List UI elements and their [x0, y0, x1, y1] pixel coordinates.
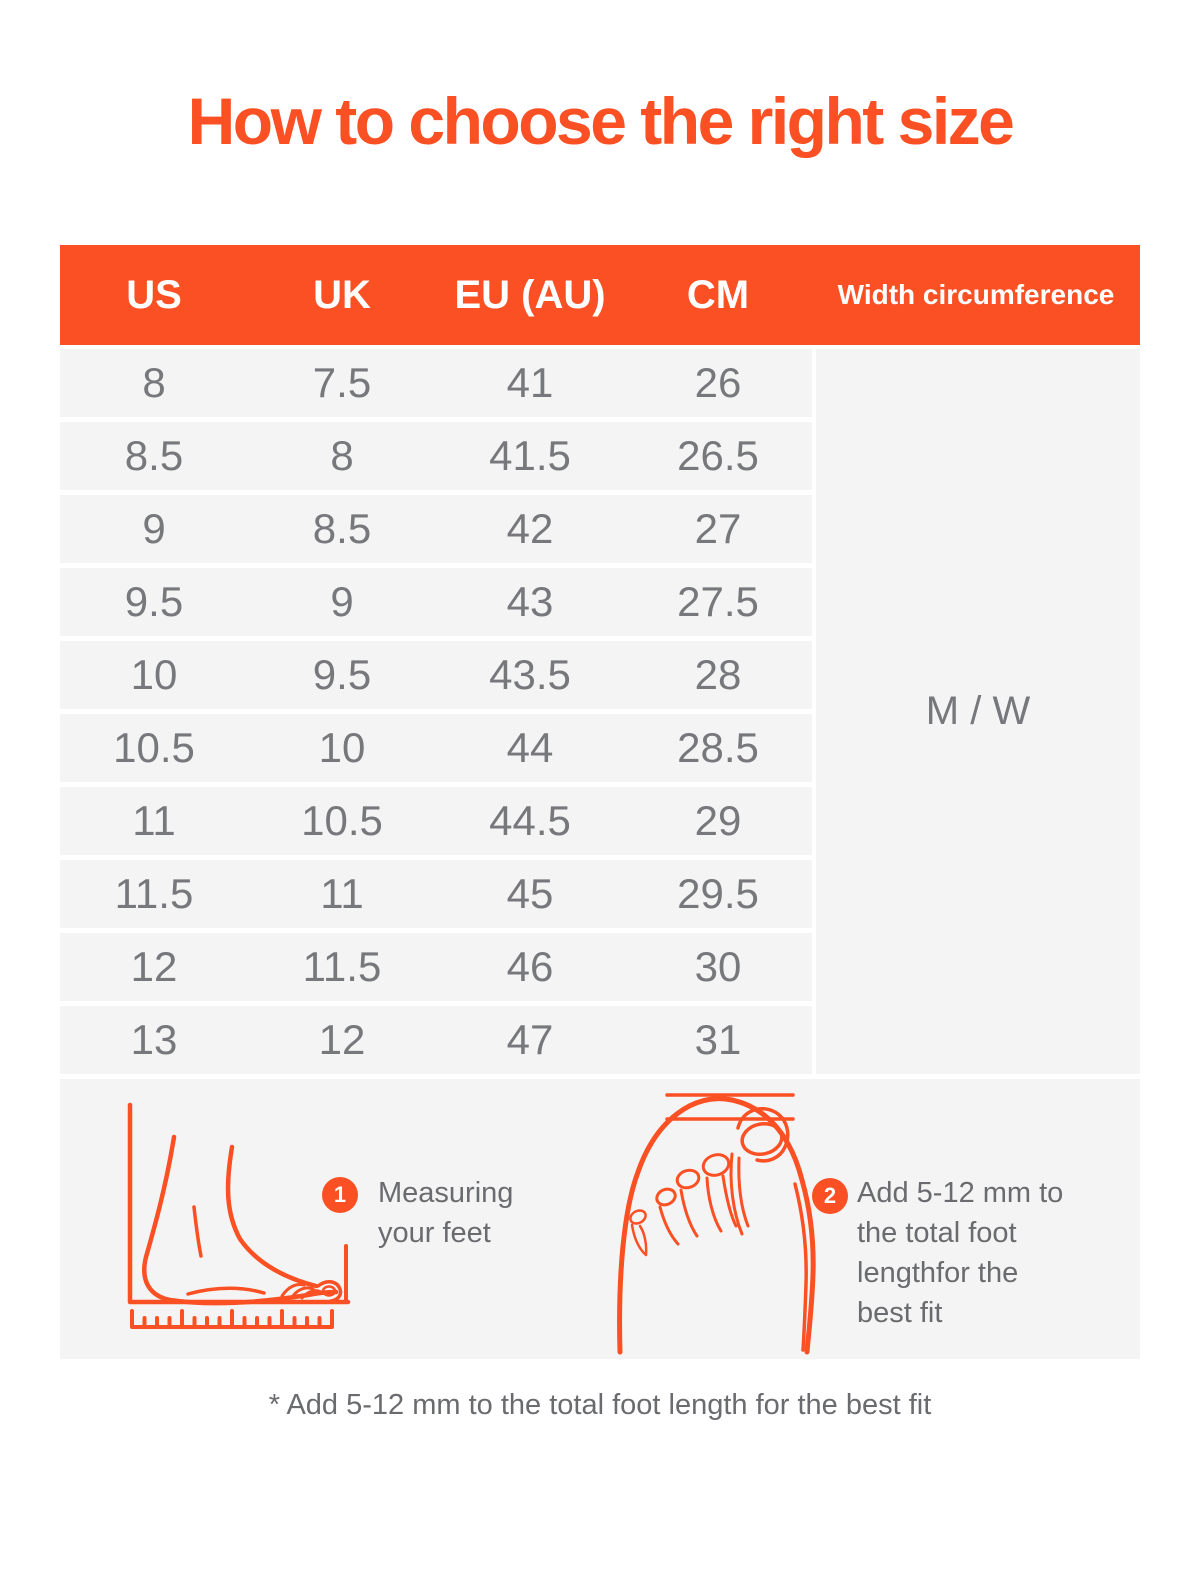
cell-us: 12	[130, 943, 178, 990]
header-cm: CM	[686, 272, 750, 317]
cell-us: 8.5	[124, 432, 184, 479]
cell-cm: 28	[694, 651, 742, 698]
cell-us: 9	[142, 505, 166, 552]
table-row	[60, 714, 812, 782]
cell-eu: 44.5	[489, 797, 571, 844]
cell-eu: 43	[506, 578, 554, 625]
header-uk: UK	[313, 272, 371, 317]
cell-us: 11.5	[114, 870, 194, 917]
cell-uk: 10.5	[301, 797, 383, 844]
cell-us: 10	[130, 651, 178, 698]
foot-top-view-illustration	[610, 1084, 820, 1359]
step-1-line: Measuring	[378, 1177, 514, 1209]
table-row	[60, 933, 812, 1001]
cell-uk: 11	[320, 870, 364, 917]
cell-cm: 27.5	[677, 578, 759, 625]
table-row	[60, 495, 812, 563]
cell-uk: 8	[330, 432, 354, 479]
step-1-line: your feet	[378, 1217, 491, 1249]
cell-eu: 41.5	[489, 432, 571, 479]
table-row	[60, 860, 812, 928]
cell-us: 8	[142, 359, 166, 406]
cell-us: 10.5	[113, 724, 195, 771]
cell-cm: 30	[694, 943, 742, 990]
cell-cm: 29	[694, 797, 742, 844]
table-row	[60, 568, 812, 636]
cell-eu: 44	[506, 724, 554, 771]
cell-uk: 8.5	[312, 505, 372, 552]
table-row	[60, 422, 812, 490]
footnote: * Add 5-12 mm to the total foot length for the best fit	[268, 1389, 932, 1421]
cell-eu: 45	[506, 870, 554, 917]
step-2-line: lengthfor the	[857, 1257, 1019, 1289]
cell-eu: 42	[506, 505, 554, 552]
cell-eu: 43.5	[489, 651, 571, 698]
cell-cm: 31	[694, 1016, 742, 1063]
size-guide-page	[0, 86, 1200, 1422]
step-2-line: best fit	[857, 1297, 943, 1329]
cell-eu: 47	[506, 1016, 554, 1063]
cell-uk: 11.5	[302, 943, 382, 990]
header-eu-au: EU (AU)	[454, 272, 606, 317]
width-circumference-value: M / W	[925, 689, 1031, 733]
table-row	[60, 1006, 812, 1074]
cell-cm: 28.5	[677, 724, 759, 771]
step-1-badge-icon	[322, 1177, 358, 1213]
cell-uk: 10	[318, 724, 366, 771]
width-circumference-cell	[816, 349, 1140, 1074]
cell-cm: 26	[694, 359, 742, 406]
cell-eu: 46	[506, 943, 554, 990]
cell-us: 11	[132, 797, 176, 844]
step-2-line: Add 5-12 mm to	[857, 1177, 1064, 1209]
cell-us: 9.5	[124, 578, 184, 625]
foot-side-measure-illustration	[122, 1099, 372, 1334]
page-title: How to choose the right size	[187, 84, 1013, 158]
step-2-line: the total foot	[857, 1217, 1017, 1249]
table-body	[60, 349, 1140, 1074]
cell-eu: 41	[506, 359, 554, 406]
table-row	[60, 641, 812, 709]
cell-us: 13	[130, 1016, 178, 1063]
size-table	[60, 245, 1140, 1074]
table-header-row	[60, 245, 1140, 345]
step-1-number: 1	[333, 1182, 347, 1207]
cell-cm: 27	[694, 505, 742, 552]
table-row	[60, 349, 812, 417]
step-2-badge-icon	[812, 1178, 848, 1214]
cell-uk: 9.5	[312, 651, 372, 698]
step-1-text	[378, 1173, 513, 1253]
cell-uk: 7.5	[312, 359, 372, 406]
cell-cm: 26.5	[677, 432, 759, 479]
table-row	[60, 787, 812, 855]
step-2-text	[857, 1173, 1063, 1333]
size-rows	[60, 349, 812, 1074]
cell-cm: 29.5	[677, 870, 759, 917]
header-us: US	[126, 272, 182, 317]
measuring-guide	[60, 1079, 1140, 1359]
cell-uk: 9	[330, 578, 354, 625]
header-width-circumference: Width circumference	[837, 279, 1115, 310]
cell-uk: 12	[318, 1016, 366, 1063]
step-2-number: 2	[823, 1183, 837, 1208]
